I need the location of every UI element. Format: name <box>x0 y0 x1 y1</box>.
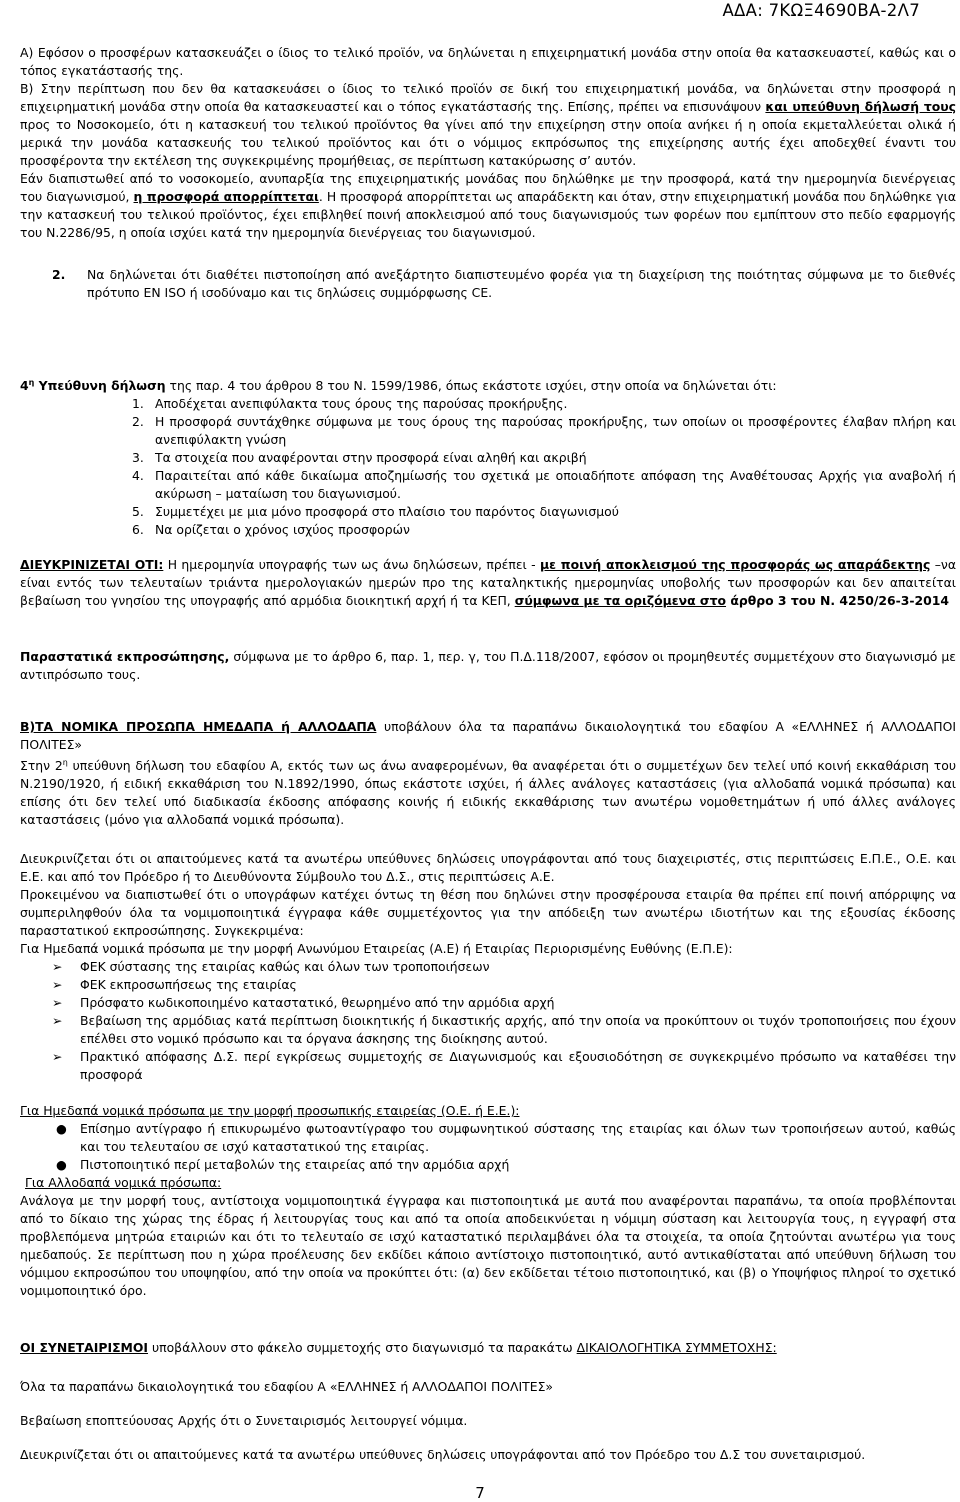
foreign-heading: Για Αλλοδαπά νομικά πρόσωπα: <box>25 1175 222 1190</box>
round-bullet-icon: ● <box>56 1121 67 1136</box>
emphasis-rejected: η προσφορά απορρίπτεται <box>133 189 319 204</box>
oe-item <box>20 1156 956 1174</box>
clarification-law: άρθρο 3 του Ν. 4250/26-3-2014 <box>726 593 949 608</box>
item-2 <box>20 266 956 302</box>
ada-header: ΑΔΑ: 7ΚΩΞ4690ΒΑ-2Λ7 <box>722 1 920 20</box>
representation-label: Παραστατικά εκπροσώπησης, <box>20 649 230 664</box>
text-run: Η ημερομηνία υπογραφής των ως άνω δηλώσεων, πρέπει - <box>163 557 540 572</box>
cooperatives-p4: Διευκρινίζεται ότι οι απαιτούμενες κατά τα ανωτέρω υπεύθυνες δηλώσεις υπογράφονται από τον Πρόεδρο του Δ.Σ του συνεταιρισμού. <box>20 1447 866 1462</box>
ae-item <box>20 958 956 976</box>
declaration-4-num: 4 <box>20 378 29 394</box>
paragraph-b-third-party <box>20 80 956 170</box>
declaration-item-text: Τα στοιχεία που αναφέρονται στην προσφορά είναι αληθή και ακριβή <box>155 450 587 466</box>
ae-item-text: Πρακτικό απόφασης Δ.Σ. περί εγκρίσεως συμμετοχής σε Διαγωνισμούς και εξουσιοδότηση σε συγκεκριμένο πρόσωπο να καταθέσει την προσφορά <box>80 1049 956 1082</box>
paragraph-a-own-manufacture: Α) Εφόσον ο προσφέρων κατασκευάζει ο ίδιος το τελικό προϊόν, να δηλώνεται η επιχειρηματική μονάδα στην οποία θα κατασκευαστεί, καθώς και ο τόπος εγκατάστασής της. <box>20 45 956 78</box>
ae-heading: Για Ημεδαπά νομικά πρόσωπα με την μορφή Ανωνύμου Εταιρείας (Α.Ε) ή Εταιρίας Περιορισμένης Ευθύνης (Ε.Π.Ε): <box>20 941 733 956</box>
oe-item-text: Πιστοποιητικό περί μεταβολών της εταιρείας από την αρμόδια αρχή <box>80 1157 510 1172</box>
section-b-signatories <box>20 850 956 1084</box>
arrow-bullet-icon: ➢ <box>52 995 63 1010</box>
oe-heading: Για Ημεδαπά νομικά πρόσωπα με την μορφή προσωπικής εταιρείας (Ο.Ε. ή Ε.Ε.): <box>20 1103 520 1118</box>
representation <box>20 648 956 684</box>
text-run: Β) Στην περίπτωση που δεν θα κατασκευάσει ο ίδιος το τελικό προϊόν σε δική του επιχειρηματική μονάδα, να δηλώνεται στην προσφορά η επιχειρηματική μονάδα στην οποία θα κατασκευαστεί και ο τόπος εγκατάστασής της. Επίσης, πρέπει να επισυνάψουν <box>20 81 956 114</box>
representation-text <box>20 648 956 684</box>
cooperatives-signatories <box>20 1446 956 1464</box>
ae-item-text: ΦΕΚ εκπροσωπήσεως της εταιρίας <box>80 977 297 992</box>
section-b-legitimation: Προκειμένου να διαπιστωθεί ότι ο υπογράφων κατέχει όντως τη θέση που δηλώνει στην προσφέρουσα εταιρία θα πρέπει επί ποινή απόρριψης να συμπεριληφθούν όλα τα νομιμοποιητικά έγγραφα κάθε συμμετέχοντος για την απόδειξη των ανωτέρω ιδιοτήτων και της εξουσίας έκδοσης παραστατικού εκπροσώπησης. Συγκεκριμένα: <box>20 887 956 938</box>
text-run: Εάν διαπιστωθεί από το νοσοκομείο, ανυπαρξία της επιχειρηματικής μονάδας που δηλώθηκε με την προσφορά, κατά την ημερομηνία διενέργειας του διαγωνισμού, <box>20 171 956 204</box>
ae-item <box>20 976 956 994</box>
declaration-item-text: Η προσφορά συντάχθηκε σύμφωνα με τους όρους της παρούσας προκήρυξης, των οποίων οι προσφέροντες έλαβαν πλήρη και ανεπιφύλακτη γνώση <box>155 414 956 448</box>
declaration-item <box>132 395 956 413</box>
declaration-4 <box>20 374 956 539</box>
declaration-item-number: 2. <box>132 414 144 430</box>
cooperatives-p2: Όλα τα παραπάνω δικαιολογητικά του εδαφίου Α «ΕΛΛΗΝΕΣ ή ΑΛΛΟΔΑΠΟΙ ΠΟΛΙΤΕΣ» <box>20 1379 553 1394</box>
foreign-text: Ανάλογα με την μορφή τους, αντίστοιχα νομιμοποιητικά έγγραφα και πιστοποιητικά με αυτά που αναφέρονται παραπάνω, τα οποία προβλέπονται από το δίκαιο της χώρας της έδρας ή λειτουργίας τους και από τα οποία αποδεικνύεται η νόμιμη σύσταση και λειτουργία τους, η εγγραφή στα προβλεπόμενα μητρώα εταιριών και ότι το τελευταίο σε ισχύ καταστατικό περιλαμβάνει όλα τα στοιχεία, τα οποία ζητούνται ανωτέρω για τους ημεδαπούς. Σε περίπτωση που η χώρα προέλευσης δεν εκδίδει κάποιο αντίστοιχο πιστοποιητικό, αυτό αντικαθίσταται από υπεύθυνη δήλωση του νόμιμου εκπροσώπου του υποψηφίου, από την οποία να προκύπτει ότι: (α) δεν εκδίδεται τέτοιο πιστοποιητικό, και (β) ο Υποψήφιος πληροί το σχετικό νομιμοποιητικό όρο. <box>20 1193 956 1298</box>
clarification-per: σύμφωνα με τα οριζόμενα στο <box>514 593 727 608</box>
text-run: προς το Νοσοκομείο, ότι η κατασκευή του τελικού προϊόντος θα γίνει από την επιχείρηση στην οποία ανήκει ή η οποία εκμεταλλεύεται ολικά ή μερικά την μονάδα κατασκευής του τελικού προϊόντος και ότι ο νόμιμος εκπρόσωπος της επιχείρησης αυτής έχει αποδεχθεί έναντι του προσφέροντα την εκτέλεση της συγκεκριμένης προμήθειας, σε περίπτωση κατακύρωσης σ’ αυτόν. <box>20 117 956 168</box>
arrow-bullet-icon: ➢ <box>52 959 63 974</box>
cooperatives-tail: ΔΙΚΑΙΟΛΟΓΗΤΙΚΑ ΣΥΜΜΕΤΟΧΗΣ: <box>576 1340 777 1355</box>
ae-item <box>20 1048 956 1084</box>
oe-document-list <box>20 1120 956 1174</box>
cooperatives-supervision <box>20 1412 956 1430</box>
clarification-label: ΔΙΕΥΚΡΙΝΙΖΕΤΑΙ ΟΤΙ: <box>20 557 164 572</box>
declaration-item <box>132 503 956 521</box>
declaration-item-number: 1. <box>132 396 144 412</box>
page-number: 7 <box>475 1484 485 1502</box>
declaration-item-number: 3. <box>132 450 144 466</box>
cooperatives-all-docs <box>20 1378 956 1396</box>
item-2-number: 2. <box>52 267 66 282</box>
clarification-text <box>20 556 956 610</box>
text-run: υπεύθυνη δήλωση του εδαφίου Α, εκτός των ως άνω αναφερομένων, θα αναφέρεται ότι ο συμμετέχων δεν τελεί υπό κοινή εκκαθάριση του Ν.2190/1920, ή ειδική εκκαθάριση του Ν.1892/1990, όπως εκάστοτε ισχύει, ή άλλες ανάλογες καταστάσεις (για αλλοδαπά νομικά πρόσωπα) και επίσης ότι δεν τελεί υπό διαδικασία έκδοσης απόφασης κοινής ή ειδικής εκκαθάρισης των ανωτέρω νομοθετημάτων ή υπό άλλες ανάλογες καταστάσεις (μόνο για αλλοδαπά νομικά πρόσωπα). <box>20 758 956 828</box>
cooperatives-heading-block <box>20 1339 956 1357</box>
text-run: . Η προσφορά απορρίπτεται ως απαράδεκτη και όταν, στην επιχειρηματική μονάδα που δηλώθηκε για την κατασκευή του τελικού προϊόντος, έχει επιβληθεί ποινή αποκλεισμού από τους διαγωνισμούς των φορέων που εμπίπτουν στο πεδίο εφαρμογής του Ν.2286/95, η οποία ισχύει κατά την ημερομηνία διενέργειας του διαγωνισμού. <box>20 189 956 240</box>
declaration-4-title: Υπεύθυνη δήλωση <box>34 378 166 394</box>
declaration-item-text: Συμμετέχει με μια μόνο προσφορά στο πλαίσιο του παρόντος διαγωνισμού <box>155 504 619 520</box>
ae-item <box>20 1012 956 1048</box>
ae-item-text: ΦΕΚ σύστασης της εταιρίας καθώς και όλων των τροποποιήσεων <box>80 959 490 974</box>
declaration-item-number: 6. <box>132 522 144 538</box>
arrow-bullet-icon: ➢ <box>52 1049 63 1064</box>
section-b-sup: η <box>62 758 68 767</box>
declaration-4-sup: η <box>28 378 35 387</box>
ae-item-text: Βεβαίωση της αρμόδιας κατά περίπτωση διοικητικής ή δικαστικής αρχής, από την οποία να προκύπτουν οι τυχόν τροποποιήσεις που έχουν επέλθει στο νομικό πρόσωπο και τα όργανα άσκησης της διοίκησης αυτού. <box>80 1013 956 1046</box>
text-run: –να είναι εντός των τελευταίων τριάντα ημερολογιακών ημερών προ της καταληκτικής ημερομηνίας υποβολής των προσφορών και δεν απαιτείται βεβαίωση του γνησίου της υπογραφής από αρμόδια διοικητική αρχή ή τα ΚΕΠ, <box>20 557 956 608</box>
arrow-bullet-icon: ➢ <box>52 977 63 992</box>
ae-item-text: Πρόσφατο κωδικοποιημένο καταστατικό, θεωρημένο από την αρμόδια αρχή <box>80 995 555 1010</box>
clarification-penalty: με ποινή αποκλεισμού της προσφοράς ως απαράδεκτης <box>540 557 931 572</box>
section-b <box>20 718 956 829</box>
cooperatives-heading <box>20 1339 956 1357</box>
section-b-declaration-2 <box>20 754 956 829</box>
ae-item <box>20 994 956 1012</box>
section-b-title: Β)ΤΑ ΝΟΜΙΚΑ ΠΡΟΣΩΠΑ ΗΜΕΔΑΠΑ ή ΑΛΛΟΔΑΠΑ <box>20 719 377 734</box>
section-b-signatories-text: Διευκρινίζεται ότι οι απαιτούμενες κατά τα ανωτέρω υπεύθυνες δηλώσεις υπογράφονται από τους διαχειριστές, στις περιπτώσεις Ε.Π.Ε., Ο.Ε. και Ε.Ε. και από τον Πρόεδρο ή το Διευθύνοντα Σύμβουλο του Δ.Σ., στις περιπτώσεις Α.Ε. <box>20 851 956 884</box>
arrow-bullet-icon: ➢ <box>52 1013 63 1028</box>
section-a <box>20 44 956 242</box>
clarification <box>20 556 956 610</box>
item-2-text: Να δηλώνεται ότι διαθέτει πιστοποίηση από ανεξάρτητο διαπιστευμένο φορέα για τη διαχείριση της ποιότητας σύμφωνα με το διεθνές πρότυπο EN ISO ή ισοδύναμο και τις δηλώσεις συμμόρφωσης CE. <box>87 267 956 300</box>
declaration-item-text: Αποδέχεται ανεπιφύλακτα τους όρους της παρούσας προκήρυξης. <box>155 396 568 412</box>
oe-block <box>20 1102 956 1300</box>
section-b-heading <box>20 718 956 754</box>
declaration-item-number: 4. <box>132 468 144 484</box>
declaration-4-list <box>20 395 956 539</box>
declaration-item <box>132 449 956 467</box>
oe-item <box>20 1120 956 1156</box>
cooperatives-p3: Βεβαίωση εποπτεύουσας Αρχής ότι ο Συνεταιρισμός λειτουργεί νόμιμα. <box>20 1413 468 1428</box>
cooperatives-title: ΟΙ ΣΥΝΕΤΑΙΡΙΣΜΟΙ <box>20 1340 149 1355</box>
declaration-item <box>132 521 956 539</box>
declaration-item-text: Να ορίζεται ο χρόνος ισχύος προσφορών <box>155 522 410 538</box>
declaration-item-number: 5. <box>132 504 144 520</box>
declaration-item-text: Παραιτείται από κάθε δικαίωμα αποζημίωσής του σχετικά με οποιαδήποτε απόφαση της Αναθέτουσας Αρχής για αναβολή ή ακύρωση – ματαίωση του διαγωνισμού. <box>155 468 956 502</box>
declaration-4-heading <box>20 374 956 395</box>
paragraph-nonexistence <box>20 170 956 242</box>
declaration-4-rest: της παρ. 4 του άρθρου 8 του Ν. 1599/1986, όπως εκάστοτε ισχύει, στην οποία να δηλώνεται ότι: <box>165 378 777 394</box>
text-run: υποβάλουν όλα τα παραπάνω δικαιολογητικά του εδαφίου Α «ΕΛΛΗΝΕΣ ή ΑΛΛΟΔΑΠΟΙ ΠΟΛΙΤΕΣ» <box>20 719 956 752</box>
text-run: σύμφωνα με το άρθρο 6, παρ. 1, περ. γ, του Π.Δ.118/2007, εφόσον οι προμηθευτές συμμετέχουν στο διαγωνισμό με αντιπρόσωπο τους. <box>20 649 956 682</box>
text-run: Στην 2 <box>20 758 63 774</box>
round-bullet-icon: ● <box>56 1157 67 1172</box>
ae-document-list <box>20 958 956 1084</box>
oe-item-text: Επίσημο αντίγραφο ή επικυρωμένο φωτοαντίγραφο του συμφωνητικού σύστασης της εταιρίας και όλων των τροποιήσεων αυτού, καθώς και του τελευταίου σε ισχύ καταστατικού της εταιρίας. <box>80 1121 956 1154</box>
text-run: υποβάλλουν στο φάκελο συμμετοχής στο διαγωνισμό τα παρακάτω <box>148 1340 577 1355</box>
declaration-item <box>132 413 956 449</box>
emphasis-declaration: και υπεύθυνη δήλωσή τους <box>765 99 956 114</box>
declaration-item <box>132 467 956 503</box>
